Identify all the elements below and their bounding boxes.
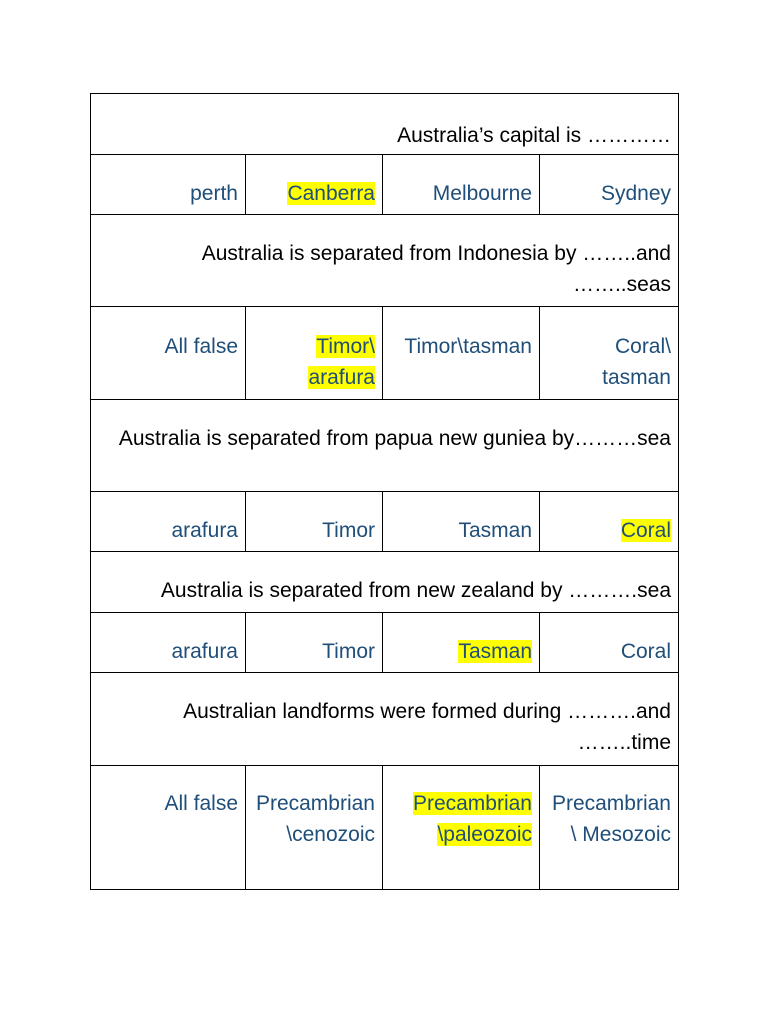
option-cell[interactable] [540, 766, 679, 890]
question-text: Australia is separated from Indonesia by ……..and ……..seas [91, 215, 679, 307]
option-cell[interactable] [246, 613, 383, 673]
option-cell[interactable] [540, 155, 679, 215]
option-label: All false [164, 792, 238, 815]
option-label: Tasman [458, 519, 532, 542]
option-cell[interactable] [540, 492, 679, 552]
option-label: arafura [171, 640, 238, 663]
option-cell[interactable] [246, 307, 383, 400]
option-label: Timor [322, 519, 375, 542]
option-cell[interactable] [246, 492, 383, 552]
option-cell[interactable] [383, 307, 540, 400]
quiz-table [90, 93, 679, 890]
option-cell[interactable] [246, 766, 383, 890]
option-cell[interactable] [91, 307, 246, 400]
question-text: Australia’s capital is ………… [91, 94, 679, 155]
options-row [91, 613, 679, 673]
option-label: Coral [620, 640, 671, 663]
option-cell[interactable] [91, 155, 246, 215]
option-label: Timor [322, 640, 375, 663]
option-cell[interactable] [540, 307, 679, 400]
question-row [91, 673, 679, 766]
options-row [91, 155, 679, 215]
option-cell[interactable] [540, 613, 679, 673]
option-label: All false [164, 335, 238, 358]
question-row [91, 215, 679, 307]
options-row [91, 766, 679, 890]
option-cell[interactable] [383, 613, 540, 673]
question-row [91, 94, 679, 155]
option-label: arafura [171, 519, 238, 542]
option-label-highlighted: Canberra [287, 182, 375, 205]
option-label-highlighted: Timor\ arafura [308, 335, 375, 389]
question-row [91, 400, 679, 492]
question-text: Australia is separated from new zealand by ……….sea [91, 552, 679, 613]
option-cell[interactable] [383, 492, 540, 552]
option-label: Timor\tasman [404, 335, 532, 358]
option-label-highlighted: Tasman [458, 640, 532, 663]
option-label: perth [190, 182, 238, 205]
option-cell[interactable] [91, 766, 246, 890]
options-row [91, 307, 679, 400]
option-label-highlighted: Coral [620, 519, 671, 542]
option-label: Melbourne [432, 182, 532, 205]
question-row [91, 552, 679, 613]
option-label: Coral\ tasman [602, 335, 671, 389]
option-label: Precambrian \ Mesozoic [551, 792, 671, 846]
option-cell[interactable] [91, 492, 246, 552]
option-cell[interactable] [383, 155, 540, 215]
option-cell[interactable] [246, 155, 383, 215]
question-text: Australian landforms were formed during ……….and ……..time [91, 673, 679, 766]
question-text: Australia is separated from papua new guniea by………sea [91, 400, 679, 492]
option-cell[interactable] [91, 613, 246, 673]
option-cell[interactable] [383, 766, 540, 890]
option-label-highlighted: Precambrian \paleozoic [412, 792, 532, 846]
option-label: Sydney [600, 182, 671, 205]
options-row [91, 492, 679, 552]
option-label: Precambrian \cenozoic [255, 792, 375, 846]
